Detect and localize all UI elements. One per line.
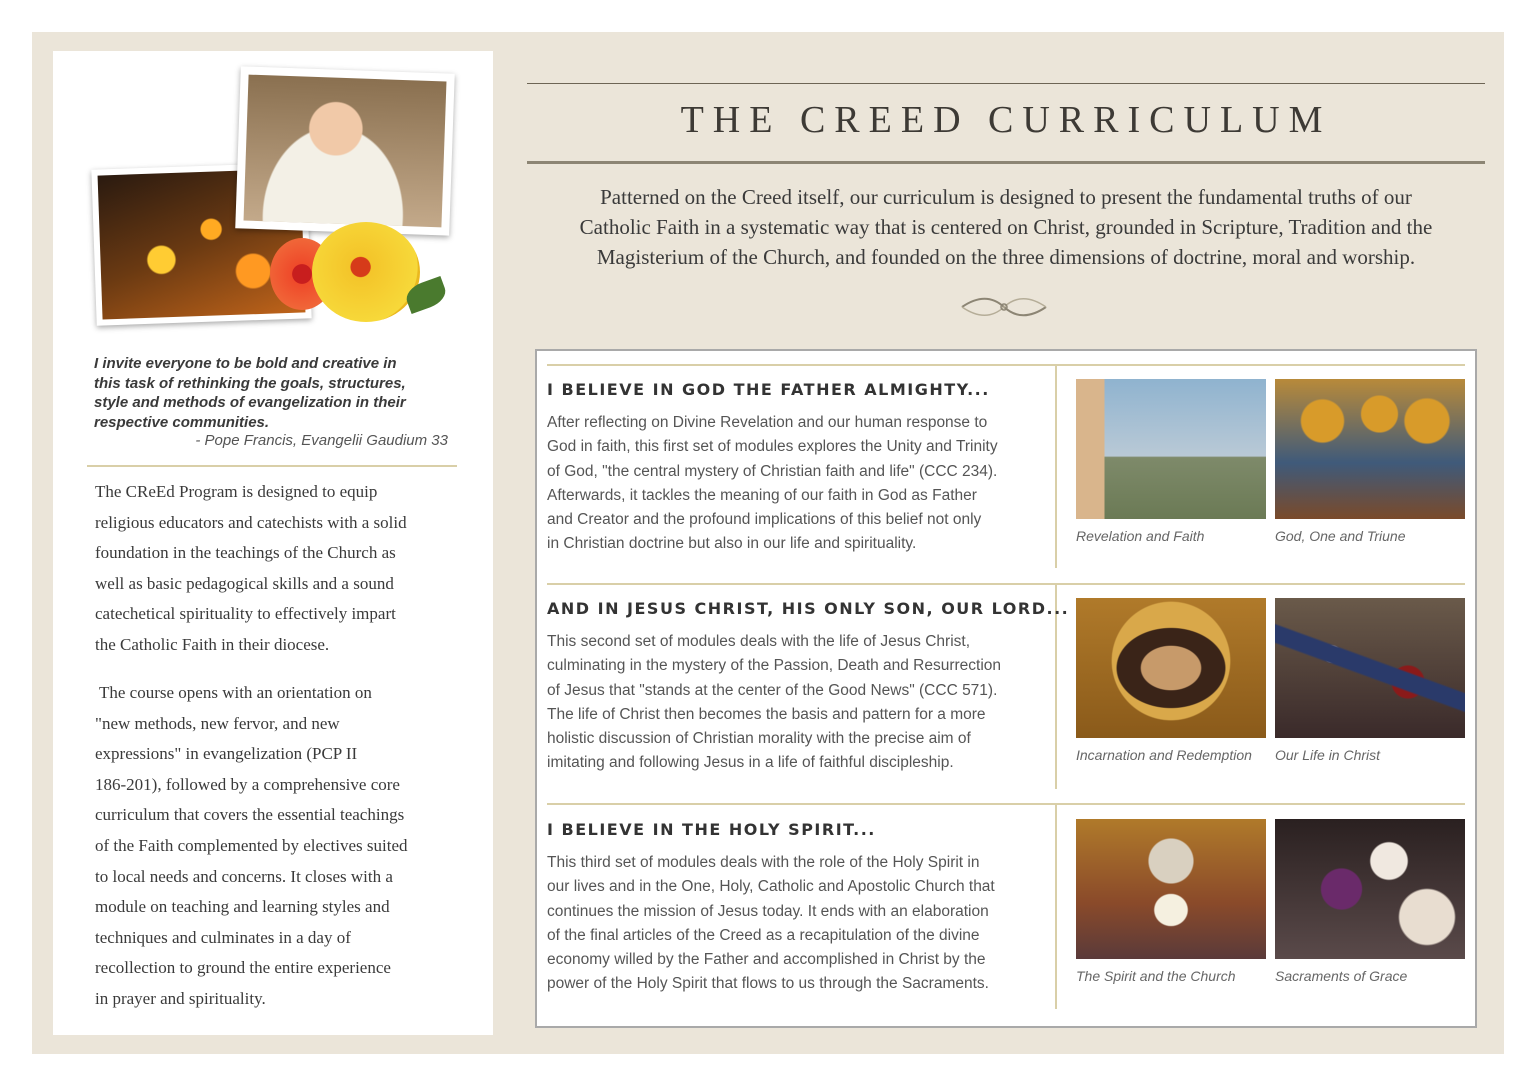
text-line: curriculum that covers the essential teachings [95, 805, 405, 825]
divider [547, 583, 1465, 585]
module-heading-jesus: AND IN JESUS CHRIST, HIS ONLY SON, OUR LORD... [547, 599, 1070, 618]
divider [87, 465, 457, 467]
program-description [95, 477, 465, 661]
text-line: in prayer and spirituality. [95, 988, 266, 1008]
text-line: the Catholic Faith in their diocese. [95, 634, 330, 654]
pope-francis-photo [235, 66, 455, 235]
image-caption: The Spirit and the Church [1076, 968, 1236, 984]
text-line: The CReEd Program is designed to equip [95, 482, 378, 501]
image-caption: Sacraments of Grace [1275, 968, 1408, 984]
module-description-jesus [547, 630, 1047, 776]
module-heading-father: I BELIEVE IN GOD THE FATHER ALMIGHTY... [547, 380, 990, 399]
text-line: The course opens with an orientation on [99, 683, 372, 702]
creation-of-adam-image [1076, 379, 1266, 519]
intro-paragraph [527, 182, 1485, 272]
text-line: recollection to ground the entire experience [95, 958, 391, 978]
text-line: This second set of modules deals with the life of Jesus Christ, [547, 633, 971, 650]
text-line: in Christian doctrine but also in our life and spirituality. [547, 535, 917, 553]
text-line: techniques and culminates in a day of [95, 927, 351, 947]
quote-line: this task of rethinking the goals, structures, [94, 374, 406, 392]
text-line: to local needs and concerns. It closes with a [95, 866, 393, 886]
text-line: foundation in the teachings of the Church as [95, 543, 396, 563]
text-line: economy willed by the Father and accomplished in Christ by the [547, 951, 986, 969]
holy-spirit-painting-image [1076, 819, 1266, 959]
yellow-hibiscus-decoration [312, 222, 420, 322]
sacrament-image [1275, 819, 1465, 959]
text-line: Afterwards, it tackles the meaning of our faith in God as Father [547, 486, 977, 504]
module-heading-spirit: I BELIEVE IN THE HOLY SPIRIT... [547, 820, 876, 839]
text-line: 186-201), followed by a comprehensive core [95, 774, 400, 794]
text-line: module on teaching and learning styles and [95, 897, 390, 917]
text-line: The life of Christ then becomes the basis and pattern for a more [547, 705, 986, 723]
trinity-icon-image [1275, 379, 1465, 519]
title-rule-bottom [527, 161, 1485, 164]
text-line: God in faith, this first set of modules explores the Unity and Trinity [547, 438, 998, 456]
module-description-spirit [547, 851, 1047, 997]
column-divider [1055, 364, 1057, 568]
image-caption: Incarnation and Redemption [1076, 747, 1252, 763]
text-line: of Jesus that "stands at the center of the Good News" (CCC 571). [547, 681, 998, 699]
module-description-father [547, 411, 1047, 557]
text-line: power of the Holy Spirit that flows to us through the Sacraments. [547, 975, 989, 993]
text-line: of the Faith complemented by electives suited [95, 835, 408, 855]
text-line: imitating and following Jesus in a life of faithful discipleship. [547, 754, 954, 772]
text-line: of the final articles of the Creed as a recapitulation of the divine [547, 926, 980, 944]
image-caption: God, One and Triune [1275, 528, 1406, 544]
text-line: religious educators and catechists with a solid [95, 512, 407, 532]
quote-line: I invite everyone to be bold and creative in [94, 355, 397, 372]
christ-icon-image [1076, 598, 1266, 738]
image-caption: Our Life in Christ [1275, 747, 1381, 763]
title-rule-top [527, 83, 1485, 84]
text-line: and Creator and the profound implications of this belief not only [547, 511, 982, 529]
text-line: holistic discussion of Christian morality with the precise aim of [547, 730, 971, 748]
text-line: of God, "the central mystery of Christian faith and life" (CCC 234). [547, 462, 998, 480]
text-line: our lives and in the One, Holy, Catholic and Apostolic Church that [547, 878, 995, 896]
text-line: After reflecting on Divine Revelation and our human response to [547, 414, 988, 431]
image-caption: Revelation and Faith [1076, 528, 1205, 544]
intro-line: Catholic Faith in a systematic way that is centered on Christ, grounded in Scripture, Tradition and the [579, 215, 1433, 239]
text-line: continues the mission of Jesus today. It ends with an elaboration [547, 902, 989, 920]
course-description [95, 678, 465, 1015]
pope-quote [94, 354, 464, 432]
intro-line: Magisterium of the Church, and founded on the three dimensions of doctrine, moral and worship. [596, 245, 1416, 269]
intro-line: Patterned on the Creed itself, our curriculum is designed to present the fundamental truths of our [600, 185, 1412, 209]
text-line: well as basic pedagogical skills and a sound [95, 573, 394, 593]
quote-line: style and methods of evangelization in their [94, 394, 406, 411]
text-line: catechetical spirituality to effectively impart [95, 604, 396, 624]
text-line: culminating in the mystery of the Passion, Death and Resurrection [547, 657, 1002, 675]
page-title: THE CREED CURRICULUM [680, 99, 1332, 141]
column-divider [1055, 803, 1057, 1009]
quote-attribution: - Pope Francis, Evangelii Gaudium 33 [195, 432, 448, 449]
text-line: expressions" in evangelization (PCP II [95, 744, 358, 764]
flourish-ornament-icon [958, 292, 1050, 322]
procession-image [1275, 598, 1465, 738]
quote-line: respective communities. [94, 413, 270, 431]
text-line: This third set of modules deals with the role of the Holy Spirit in [547, 854, 980, 871]
divider [547, 803, 1465, 805]
text-line: "new methods, new fervor, and new [95, 713, 340, 733]
divider [547, 364, 1465, 366]
